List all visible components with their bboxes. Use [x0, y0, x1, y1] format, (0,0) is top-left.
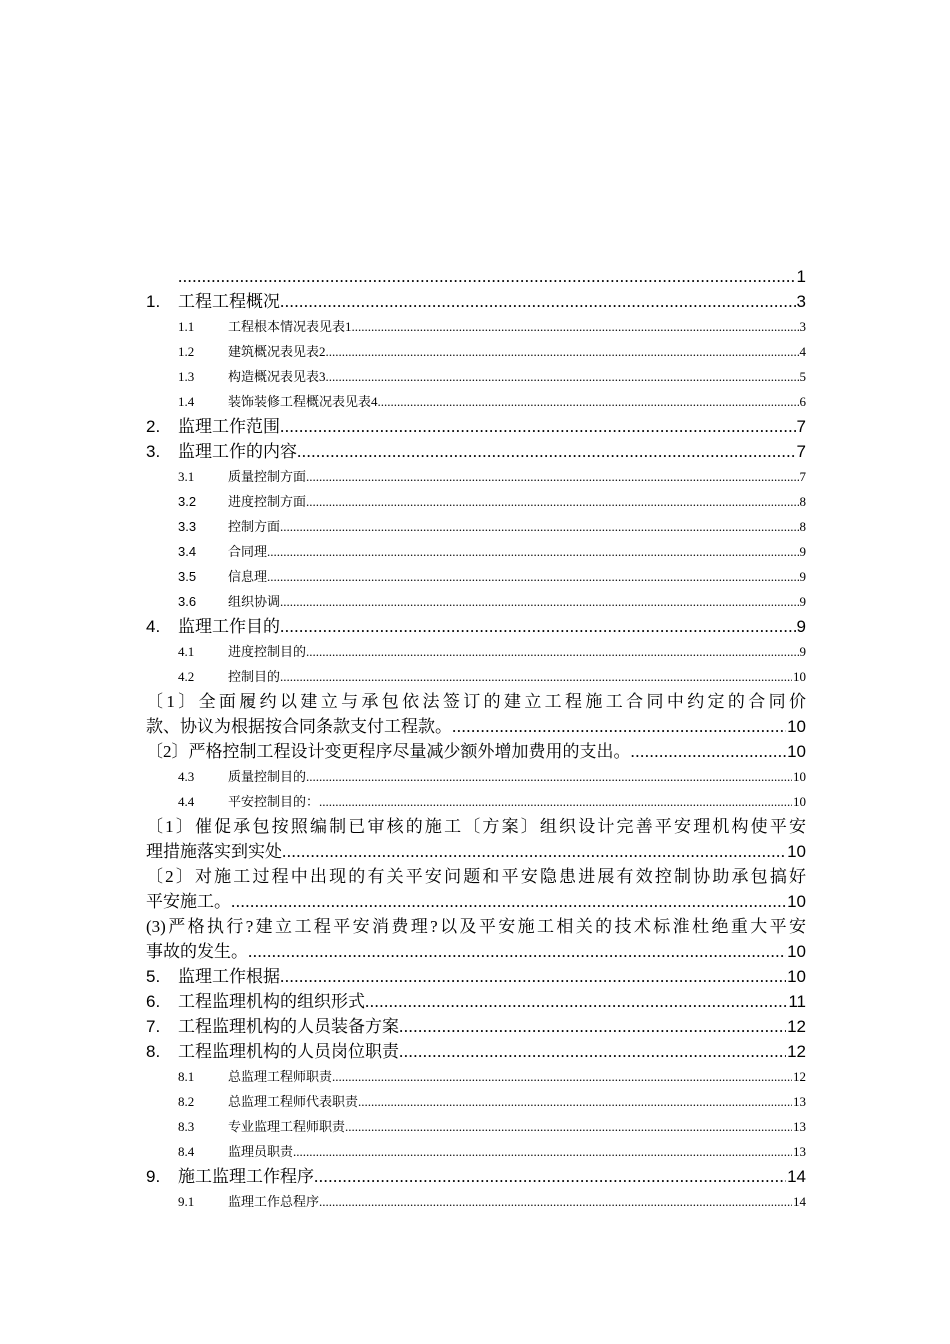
toc-leader-dots: [452, 714, 786, 739]
toc-entry-paragraph[interactable]: [146, 739, 806, 764]
toc-entry-paragraph[interactable]: [146, 814, 806, 864]
toc-entry-level2[interactable]: [146, 764, 806, 789]
toc-entry-page: 7: [799, 469, 806, 484]
toc-leader-dots: [319, 1189, 792, 1214]
toc-entry-title: 工程工程概况: [178, 292, 280, 311]
toc-entry-number: 3.1: [178, 469, 195, 484]
toc-entry-title: 〔2〕严格控制工程设计变更程序尽量减少额外增加费用的支出。: [146, 742, 631, 761]
toc-entry-title-line2: 事故的发生。: [146, 942, 248, 961]
toc-entry-level2[interactable]: [146, 1089, 806, 1114]
toc-entry-number: 9.: [146, 1167, 161, 1186]
toc-entry-level2[interactable]: [146, 339, 806, 364]
toc-entry-page: 9: [799, 594, 806, 609]
toc-entry-level2[interactable]: [146, 639, 806, 664]
toc-entry-number: 3.5: [178, 569, 197, 584]
toc-entry-title: 质量控制方面: [228, 469, 307, 484]
toc-entry-number: 1.: [146, 292, 161, 311]
toc-leader-dots: [267, 564, 798, 589]
toc-entry-title-line2: 理措施落实到实处: [146, 842, 282, 861]
toc-entry-page: 3: [796, 292, 806, 311]
toc-entry-page: 9: [796, 617, 806, 636]
toc-leader-dots: [297, 439, 796, 464]
toc-entry-level1[interactable]: [146, 1014, 806, 1039]
toc-entry-page: 8: [799, 519, 806, 534]
toc-entry-title: 监理工作总程序: [228, 1194, 320, 1209]
toc-entry-number: 6.: [146, 992, 161, 1011]
toc-entry-level1[interactable]: [146, 1039, 806, 1064]
toc-entry-number: 3.3: [178, 519, 197, 534]
toc-leader-dots: [267, 539, 798, 564]
toc-entry-number: 1.4: [178, 394, 195, 409]
toc-entry-title-line2-row: [146, 839, 806, 864]
toc-leader-dots: [399, 1014, 786, 1039]
toc-entry-number: 3.6: [178, 594, 197, 609]
toc-entry-number: 8.3: [178, 1119, 195, 1134]
toc-leader-dots: [306, 639, 798, 664]
toc-leader-dots: [280, 289, 796, 314]
toc-entry-title: 工程监理机构的人员岗位职责: [178, 1042, 399, 1061]
toc-entry-title-line2: 平安施工。: [146, 892, 231, 911]
toc-entry-page: 14: [787, 1167, 806, 1186]
toc-entry-page: 6: [799, 394, 806, 409]
toc-entry-page: 10: [787, 842, 806, 861]
toc-leader-dots: [631, 739, 787, 764]
toc-entry-level2[interactable]: [146, 364, 806, 389]
toc-leader-dots: [399, 1039, 786, 1064]
toc-entry-title: 监理工作目的: [178, 617, 280, 636]
toc-entry-title-line2: 款、协议为根据按合同条款支付工程款。: [146, 717, 452, 736]
toc-entry-page: 12: [793, 1069, 806, 1084]
toc-entry-number: 8.1: [178, 1069, 195, 1084]
toc-entry-level1[interactable]: [146, 964, 806, 989]
toc-entry-level2[interactable]: [146, 789, 806, 814]
toc-entry-level2[interactable]: [146, 389, 806, 414]
toc-entry-title: 工程监理机构的组织形式: [178, 992, 365, 1011]
toc-entry-number: 2.: [146, 417, 161, 436]
toc-leader-dots: [319, 789, 792, 814]
toc-entry-title-line2-row: [146, 714, 806, 739]
toc-entry-paragraph[interactable]: [146, 864, 806, 914]
toc-entry-level1[interactable]: [146, 989, 806, 1014]
toc-leader-dots: [280, 964, 786, 989]
toc-entry-title: 监理工作的内容: [178, 442, 297, 461]
toc-entry-title: 监理员职责: [228, 1144, 294, 1159]
toc-leader-dots: [358, 1089, 792, 1114]
toc-entry-title: 总监理工程师职责: [228, 1069, 333, 1084]
toc-entry-title: 控制方面: [228, 519, 281, 534]
toc-entry-page: 10: [793, 769, 806, 784]
toc-entry-title: 平安控制目的：: [228, 794, 320, 809]
toc-entry-page: 9: [799, 544, 806, 559]
toc-entry-title: 总监理工程师代表职责: [228, 1094, 359, 1109]
toc-entry-title-line1: 〔2〕对施工过程中出现的有关平安问题和平安隐患进展有效控制协助承包搞好: [146, 867, 806, 886]
toc-entry-level1[interactable]: [146, 1164, 806, 1189]
toc-entry-level2[interactable]: [146, 539, 806, 564]
toc-entry-number: 3.: [146, 442, 161, 461]
toc-entry-number: 1.3: [178, 369, 195, 384]
toc-entry-title: 监理工作范围: [178, 417, 280, 436]
toc-entry-page: 4: [799, 344, 806, 359]
toc-entry-title: 工程监理机构的人员装备方案: [178, 1017, 399, 1036]
toc-entry-title-line1: (3)严格执行?建立工程平安消费理?以及平安施工相关的技术标淮杜绝重大平安: [146, 917, 806, 936]
toc-entry-title-line2-row: [146, 939, 806, 964]
toc-entry-title: 组织协调: [228, 594, 281, 609]
toc-entry-level2[interactable]: [146, 589, 806, 614]
toc-leader-dots: [306, 764, 792, 789]
toc-entry-page: 10: [787, 942, 806, 961]
toc-entry-number: 4.2: [178, 669, 195, 684]
toc-entry-title: 施工监理工作程序: [178, 1167, 314, 1186]
toc-entry-number: 5.: [146, 967, 161, 986]
toc-entry-number: 4.3: [178, 769, 195, 784]
toc-leader-dots: [231, 889, 786, 914]
toc-entry-title: 合同理: [228, 544, 268, 559]
toc-entry-number: 4.: [146, 617, 161, 636]
toc-entry-page: 12: [787, 1017, 806, 1036]
toc-entry-title: 建筑概况表见表2: [228, 344, 326, 359]
toc-entry-level1[interactable]: [146, 414, 806, 439]
toc-entry-level2[interactable]: [146, 1114, 806, 1139]
toc-entry-title-line1: 〔1〕催促承包按照编制已审核的施工〔方案〕组织设计完善平安理机构使平安: [146, 817, 806, 836]
toc-entry-number: 1.1: [178, 319, 195, 334]
toc-entry-paragraph[interactable]: [146, 914, 806, 964]
toc-entry-page: 13: [793, 1094, 806, 1109]
toc-leader-dots: [282, 839, 786, 864]
toc-entry-level2[interactable]: [146, 464, 806, 489]
toc-leader-dots: [365, 989, 787, 1014]
toc-entry-page: 10: [793, 794, 806, 809]
toc-leader-dots: [306, 489, 798, 514]
toc-leader-dots: [326, 364, 799, 389]
toc-entry-page: 10: [787, 892, 806, 911]
toc-entry-number: 1.2: [178, 344, 195, 359]
toc-entry-page: 10: [787, 717, 806, 736]
toc-leader-dots: [248, 939, 786, 964]
toc-entry-number: 8.: [146, 1042, 161, 1061]
toc-entry-number: 8.4: [178, 1144, 195, 1159]
toc-entry-page: 8: [799, 494, 806, 509]
toc-entry-level1[interactable]: [146, 289, 806, 314]
toc-entry-page: 10: [787, 967, 806, 986]
toc-entry-level2[interactable]: [146, 314, 806, 339]
toc-entry-level2[interactable]: [146, 1064, 806, 1089]
toc-entry-level2[interactable]: [146, 664, 806, 689]
toc-entry-number: 8.2: [178, 1094, 195, 1109]
toc-entry-page: 1: [796, 267, 806, 286]
toc-leader-dots: [314, 1164, 786, 1189]
toc-entry-title: 进度控制目的: [228, 644, 307, 659]
toc-entry-title: 装饰装修工程概况表见表4: [228, 394, 378, 409]
toc-entry-level2[interactable]: [146, 514, 806, 539]
toc-entry-title: 控制目的: [228, 669, 281, 684]
toc-entry-title: 质量控制目的: [228, 769, 307, 784]
toc-leader-dots: [280, 414, 796, 439]
toc-entry-level2[interactable]: [146, 1139, 806, 1164]
toc-leader-dots: [332, 1064, 792, 1089]
toc-entry-number: 3.4: [178, 544, 197, 559]
toc-entry-number: 4.1: [178, 644, 195, 659]
toc-leader-dots: [345, 1114, 792, 1139]
toc-entry-level2[interactable]: [146, 489, 806, 514]
toc-entry-title: 构造概况表见表3: [228, 369, 326, 384]
toc-entry-page: 14: [793, 1194, 806, 1209]
toc-entry-level1[interactable]: [146, 264, 806, 289]
toc-entry-page: 10: [787, 742, 806, 761]
toc-entry-page: 5: [799, 369, 806, 384]
toc-leader-dots: [352, 314, 799, 339]
table-of-contents: [146, 264, 806, 1214]
toc-entry-page: 12: [787, 1042, 806, 1061]
toc-entry-number: 9.1: [178, 1194, 195, 1209]
toc-entry-number: 7.: [146, 1017, 161, 1036]
toc-entry-title: 信息理: [228, 569, 268, 584]
toc-leader-dots: [280, 664, 792, 689]
toc-leader-dots: [293, 1139, 792, 1164]
toc-entry-page: 9: [799, 644, 806, 659]
toc-leader-dots: [378, 389, 799, 414]
toc-leader-dots: [178, 264, 796, 289]
toc-entry-page: 13: [793, 1144, 806, 1159]
toc-entry-page: 3: [799, 319, 806, 334]
toc-leader-dots: [306, 464, 798, 489]
toc-entry-level2[interactable]: [146, 1189, 806, 1214]
toc-entry-level1[interactable]: [146, 439, 806, 464]
toc-leader-dots: [280, 589, 798, 614]
toc-entry-title-line1: 〔1〕全面履约以建立与承包依法签订的建立工程施工合同中约定的合同价: [146, 692, 806, 711]
toc-entry-page: 9: [799, 569, 806, 584]
toc-leader-dots: [280, 614, 796, 639]
toc-leader-dots: [326, 339, 799, 364]
toc-entry-title: 工程根本情况表见表1: [228, 319, 352, 334]
toc-entry-title: 专业监理工程师职责: [228, 1119, 346, 1134]
toc-entry-paragraph[interactable]: [146, 689, 806, 739]
toc-entry-title-line2-row: [146, 889, 806, 914]
toc-entry-page: 10: [793, 669, 806, 684]
toc-entry-level2[interactable]: [146, 564, 806, 589]
toc-entry-page: 7: [796, 442, 806, 461]
toc-entry-page: 13: [793, 1119, 806, 1134]
toc-entry-title: 进度控制方面: [228, 494, 307, 509]
toc-leader-dots: [280, 514, 798, 539]
toc-entry-title: 监理工作根据: [178, 967, 280, 986]
toc-entry-page: 11: [788, 992, 806, 1011]
toc-entry-number: 4.4: [178, 794, 195, 809]
toc-entry-level1[interactable]: [146, 614, 806, 639]
toc-entry-page: 7: [796, 417, 806, 436]
toc-entry-number: 3.2: [178, 494, 197, 509]
